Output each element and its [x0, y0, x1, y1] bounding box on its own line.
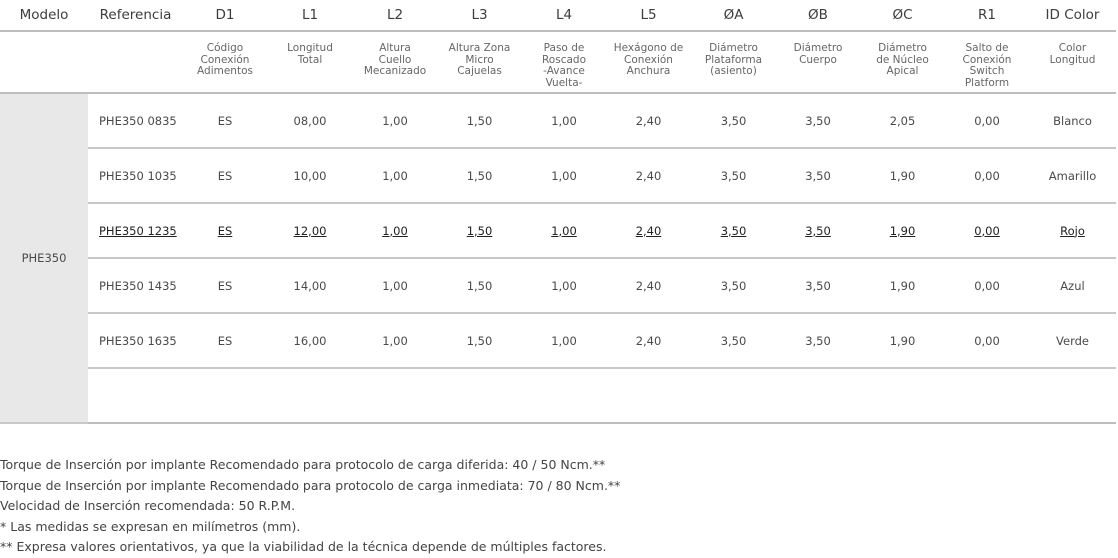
cell-oc: 1,90 — [860, 258, 945, 313]
cell-l3: 1,50 — [437, 203, 522, 258]
header-modelo: Modelo — [0, 0, 88, 31]
model-cell: PHE350 — [0, 93, 88, 423]
cell-l4: 1,00 — [522, 258, 606, 313]
notes — [0, 455, 620, 558]
cell-d1: ES — [183, 148, 267, 203]
note-unidades: * Las medidas se expresan en milímetros (mm). — [0, 518, 301, 534]
cell-l2: 1,00 — [353, 148, 437, 203]
note-torque-diferida: Torque de Inserción por implante Recomendado para protocolo de carga diferida: 40 / 50 Ncm.** — [0, 457, 606, 472]
subheader-id-color: Color Longitud — [1029, 31, 1116, 93]
cell-oa: 3,50 — [691, 148, 776, 203]
table-row — [0, 258, 1116, 313]
cell-d1: ES — [183, 93, 267, 148]
cell-r1: 0,00 — [945, 93, 1029, 148]
header-id-color: ID Color — [1029, 0, 1116, 31]
note-velocidad: Velocidad de Inserción recomendada: 50 R.P.M. — [0, 498, 296, 513]
cell-oa: 3,50 — [691, 93, 776, 148]
cell-l4: 1,00 — [522, 148, 606, 203]
cell-l5: 2,40 — [606, 203, 691, 258]
cell-l3: 1,50 — [437, 148, 522, 203]
cell-l3: 1,50 — [437, 258, 522, 313]
cell-oa: 3,50 — [691, 313, 776, 368]
header-r1: R1 — [945, 0, 1029, 31]
table-row — [0, 313, 1116, 368]
cell-referencia: PHE350 1235 — [88, 203, 183, 258]
table-row-empty — [0, 368, 1116, 423]
cell-r1: 0,00 — [945, 203, 1029, 258]
cell-oc: 2,05 — [860, 93, 945, 148]
cell-l3: 1,50 — [437, 93, 522, 148]
cell-r1: 0,00 — [945, 148, 1029, 203]
cell-l1: 14,00 — [267, 258, 353, 313]
cell-l1: 16,00 — [267, 313, 353, 368]
cell-l5: 2,40 — [606, 93, 691, 148]
cell-r1: 0,00 — [945, 258, 1029, 313]
cell-id-color: Amarillo — [1029, 148, 1116, 203]
cell-id-color: Verde — [1029, 313, 1116, 368]
subheader-l5: Hexágono de Conexión Anchura — [606, 31, 691, 93]
cell-l2: 1,00 — [353, 203, 437, 258]
table-row — [0, 93, 1116, 148]
cell-ob: 3,50 — [776, 313, 860, 368]
cell-r1: 0,00 — [945, 313, 1029, 368]
cell-l5: 2,40 — [606, 258, 691, 313]
header-d1: D1 — [183, 0, 267, 31]
cell-l4: 1,00 — [522, 93, 606, 148]
subheader-ob: Diámetro Cuerpo — [776, 31, 860, 93]
cell-referencia: PHE350 1635 — [88, 313, 183, 368]
subheader-l1: Longitud Total — [267, 31, 353, 93]
header-l5: L5 — [606, 0, 691, 31]
cell-ob: 3,50 — [776, 148, 860, 203]
cell-oa: 3,50 — [691, 203, 776, 258]
table-row-highlighted[interactable] — [0, 203, 1116, 258]
header-ob: ØB — [776, 0, 860, 31]
header-l3: L3 — [437, 0, 522, 31]
empty-cell — [88, 368, 1116, 423]
cell-l1: 08,00 — [267, 93, 353, 148]
subheader-l3: Altura Zona Micro Cajuelas — [437, 31, 522, 93]
cell-l2: 1,00 — [353, 93, 437, 148]
cell-d1: ES — [183, 203, 267, 258]
subheader-d1: Código Conexión Adimentos — [183, 31, 267, 93]
cell-l4: 1,00 — [522, 203, 606, 258]
cell-id-color: Rojo — [1029, 203, 1116, 258]
cell-referencia: PHE350 0835 — [88, 93, 183, 148]
cell-l1: 12,00 — [267, 203, 353, 258]
header-oc: ØC — [860, 0, 945, 31]
cell-d1: ES — [183, 313, 267, 368]
cell-l2: 1,00 — [353, 313, 437, 368]
subheader-oc: Diámetro de Núcleo Apical — [860, 31, 945, 93]
header-oa: ØA — [691, 0, 776, 31]
table-row — [0, 148, 1116, 203]
header-l2: L2 — [353, 0, 437, 31]
subheader-row — [0, 31, 1116, 93]
cell-oc: 1,90 — [860, 148, 945, 203]
cell-referencia: PHE350 1035 — [88, 148, 183, 203]
cell-l2: 1,00 — [353, 258, 437, 313]
cell-l3: 1,50 — [437, 313, 522, 368]
cell-ob: 3,50 — [776, 258, 860, 313]
cell-oa: 3,50 — [691, 258, 776, 313]
subheader-l2: Altura Cuello Mecanizado — [353, 31, 437, 93]
header-referencia: Referencia — [88, 0, 183, 31]
header-row — [0, 0, 1116, 31]
table-body — [0, 93, 1116, 423]
cell-ob: 3,50 — [776, 93, 860, 148]
cell-oc: 1,90 — [860, 203, 945, 258]
header-l1: L1 — [267, 0, 353, 31]
subheader-cell — [88, 31, 183, 93]
cell-ob: 3,50 — [776, 203, 860, 258]
subheader-l4: Paso de Roscado -Avance Vuelta- — [522, 31, 606, 93]
cell-id-color: Blanco — [1029, 93, 1116, 148]
cell-oc: 1,90 — [860, 313, 945, 368]
cell-l5: 2,40 — [606, 313, 691, 368]
header-l4: L4 — [522, 0, 606, 31]
note-torque-inmediata: Torque de Inserción por implante Recomendado para protocolo de carga inmediata: 70 / 80 Ncm.** — [0, 477, 621, 493]
cell-referencia: PHE350 1435 — [88, 258, 183, 313]
cell-l4: 1,00 — [522, 313, 606, 368]
subheader-cell — [0, 31, 88, 93]
subheader-oa: Diámetro Plataforma (asiento) — [691, 31, 776, 93]
cell-l1: 10,00 — [267, 148, 353, 203]
note-orientativos: ** Expresa valores orientativos, ya que la viabilidad de la técnica depende de múltiples factores. — [0, 539, 607, 554]
cell-id-color: Azul — [1029, 258, 1116, 313]
cell-l5: 2,40 — [606, 148, 691, 203]
subheader-r1: Salto de Conexión Switch Platform — [945, 31, 1029, 93]
cell-d1: ES — [183, 258, 267, 313]
